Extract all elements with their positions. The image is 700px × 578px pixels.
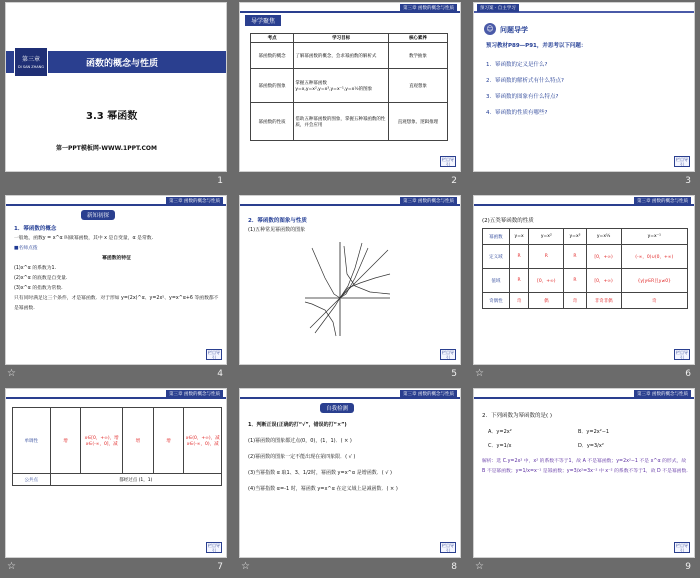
page-number: 4 [217, 369, 223, 379]
slide-canvas [5, 195, 227, 365]
smile-icon: ☺ [484, 23, 496, 35]
slide-canvas [5, 2, 227, 172]
back-nav-button[interactable]: 栏目导引 [676, 157, 688, 167]
table-cell: 直观想象 [388, 69, 447, 103]
back-nav-button[interactable]: 栏目导引 [442, 350, 454, 360]
table-cell: 奇 [564, 293, 587, 309]
back-nav-button[interactable]: 栏目导引 [442, 543, 454, 553]
concept-body [14, 234, 219, 314]
col-header: y=x² [529, 229, 564, 245]
slide-canvas [239, 2, 461, 172]
option-d: D．y=3/x² [578, 443, 604, 449]
col-header: y=x [509, 229, 529, 245]
slide-title: 3.3 幂函数 [86, 111, 138, 122]
intro-text: 预习教材P89—P91，并思考以下问题： [486, 43, 587, 49]
curve-x3 [315, 243, 362, 333]
slide-thumb-2[interactable] [239, 2, 461, 192]
table-cell: 幂函数的概念 [251, 43, 294, 69]
section-heading: 1．幂函数的概念 [14, 226, 57, 232]
star-icon[interactable]: ☆ [475, 561, 484, 572]
options [488, 425, 678, 453]
body-line: 幂函数的特征 [102, 256, 131, 261]
slide-thumb-9[interactable] [473, 388, 695, 578]
table-cell: [0，+∞) [586, 269, 621, 293]
table-cell: 偶 [529, 293, 564, 309]
table-cell: x∈[0，+∞)，增 x∈(-∞，0]，减 [81, 408, 123, 474]
table-cell: 借助五种幂函数的图象，掌握五种幂函数的性质，并会应用 [294, 103, 389, 141]
intro-text: 1．判断正误(正确的打“√”，错误的打“×”) [248, 422, 347, 428]
row-label: 定义域 [483, 245, 510, 269]
col-header: 考点 [251, 34, 294, 43]
col-header: 学习目标 [294, 34, 389, 43]
star-icon[interactable]: ☆ [7, 368, 16, 379]
section-heading: (2)五类幂函数的性质 [482, 218, 534, 224]
back-nav-button[interactable]: 栏目导引 [208, 350, 220, 360]
table-cell: 数学抽象 [388, 43, 447, 69]
slide-canvas [5, 388, 227, 558]
page-number: 6 [685, 369, 691, 379]
table-cell: x∈(0，+∞)，减 x∈(-∞，0)，减 [184, 408, 222, 474]
check-item: (4)当幂指数 α=-1 时，幂函数 y=x^α 在定义域上是减函数．( × ) [248, 486, 398, 492]
header-badge: 第三章 函数的概念与性质 [166, 390, 223, 398]
back-nav-button[interactable]: 栏目导引 [442, 157, 454, 167]
question-item: 4．幂函数的性质有哪些? [486, 110, 548, 116]
slide-canvas [239, 388, 461, 558]
row-label: 值域 [483, 269, 510, 293]
page-number: 1 [217, 176, 223, 186]
objectives-table [250, 33, 448, 141]
back-nav-button[interactable]: 栏目导引 [676, 350, 688, 360]
analysis-text: 解析：选 C.y=2x² 中，x² 的系数不等于1，故 A 不是幂函数；y=2x²−1 不是 x^α 的形式，故 B 不是幂函数；y=1/x=x⁻¹ 是幂函数；y=3/x²=3x⁻² 中 x⁻² 的系数不等于1，故 D 不是幂函数. [482, 459, 688, 474]
row-label: 奇偶性 [483, 293, 510, 309]
table-cell: R [529, 245, 564, 269]
header-badge: 第三章 函数的概念与性质 [400, 4, 457, 12]
section-heading: 2．幂函数的图象与性质 [248, 218, 307, 224]
option-b: B．y=2x²−1 [578, 429, 610, 435]
table-cell: [0，+∞) [586, 245, 621, 269]
table-cell: [0，+∞) [529, 269, 564, 293]
section-tab: 自我检测 [320, 403, 354, 413]
star-icon[interactable]: ☆ [241, 561, 250, 572]
table-cell: 奇 [621, 293, 688, 309]
question-item: 2．幂函数的解析式有什么特点? [486, 78, 564, 84]
option-c: C．y=1/x [488, 443, 512, 449]
body-line: 只有同时满足这三个条件，才是幂函数．对于形如 y=(2x)^α、y=2x⁵、y=x^α+6 等函数都不是幂函数. [14, 296, 219, 311]
table-cell: 了解幂函数的概念，会求幂函数的解析式 [294, 43, 389, 69]
slide-thumb-6[interactable] [473, 195, 695, 385]
page-number: 8 [451, 562, 457, 572]
section-tab: 导学聚焦 [245, 15, 281, 26]
properties-table [482, 228, 688, 309]
table-cell: (-∞，0)∪(0，+∞) [621, 245, 688, 269]
table-cell: R [509, 269, 529, 293]
table-cell: 增 [153, 408, 184, 474]
header-badge: 第三章 函数的概念与性质 [400, 390, 457, 398]
section-title: 问题导学 [500, 26, 528, 34]
section-tab: 新知初探 [81, 210, 115, 220]
table-cell: {y|y∈R且y≠0} [621, 269, 688, 293]
power-function-graph [300, 238, 395, 338]
table-cell: 都经过点 (1，1) [50, 474, 221, 486]
slide-thumb-7[interactable] [5, 388, 227, 578]
slide-thumb-5[interactable] [239, 195, 461, 385]
table-cell: 奇 [509, 293, 529, 309]
question-stem: 2．下列函数为幂函数的是( ) [482, 413, 553, 419]
table-cell: R [564, 269, 587, 293]
table-cell: 增 [123, 408, 154, 474]
option-a: A．y=2x² [488, 429, 512, 435]
slide-canvas [473, 388, 695, 558]
back-nav-button[interactable]: 栏目导引 [208, 543, 220, 553]
table-cell: 直观想象、逻辑推理 [388, 103, 447, 141]
body-line: (2)x^α 的底数是自变量. [14, 276, 68, 281]
slide-canvas [239, 195, 461, 365]
check-item: (2)幂函数的图象一定不能出现在第四象限．( √ ) [248, 454, 356, 460]
table-cell: 幂函数的图象 [251, 69, 294, 103]
banner-text: 函数的概念与性质 [86, 59, 159, 69]
col-header: 幂函数 [483, 229, 510, 245]
table-cell: R [564, 245, 587, 269]
slide-thumb-1[interactable] [5, 2, 227, 192]
check-item: (3)当幂指数 α 取1、3、1/2时，幂函数 y=x^α 是增函数．( √ ) [248, 470, 393, 476]
slide-canvas [473, 195, 695, 365]
body-line: (3)x^α 的指数为常数. [14, 286, 63, 291]
table-cell: R [509, 245, 529, 269]
body-line: (1)x^α 的系数为1. [14, 266, 57, 271]
col-header: y=x⁻¹ [621, 229, 688, 245]
curve-sqrt [340, 274, 390, 298]
page-number: 7 [217, 562, 223, 572]
star-icon[interactable]: ☆ [475, 368, 484, 379]
question-item: 3．幂函数的图象有什么特点? [486, 94, 559, 100]
row-label: 公共点 [13, 474, 51, 486]
section-tab: 预习案 · 自主学习 [477, 4, 519, 12]
monotonicity-table [12, 407, 222, 486]
page-number: 3 [685, 176, 691, 186]
col-header: 核心素养 [388, 34, 447, 43]
subsection-heading: (1)五种常见幂函数的图象 [248, 227, 306, 233]
question-item: 1．幂函数的定义是什么? [486, 62, 548, 68]
body-line: ■名师点拨 [14, 246, 38, 251]
page-number: 5 [451, 369, 457, 379]
page-number: 2 [451, 176, 457, 186]
question-list [486, 57, 564, 121]
col-header: y=x³ [564, 229, 587, 245]
header-badge: 第三章 函数的概念与性质 [634, 197, 691, 205]
row-label: 单调性 [13, 408, 51, 474]
page-number: 9 [685, 562, 691, 572]
chapter-box: 第三章 DI SAN ZHANG [14, 47, 48, 77]
slide-thumb-8[interactable] [239, 388, 461, 578]
header-badge: 第三章 函数的概念与性质 [400, 197, 457, 205]
header-badge: 第三章 函数的概念与性质 [634, 390, 691, 398]
self-check-body [248, 417, 453, 497]
watermark-text: 第一PPT模板网-WWW.1PPT.COM [56, 145, 157, 152]
slide-grid [5, 2, 695, 577]
slide-thumb-4[interactable] [5, 195, 227, 385]
slide-thumb-3[interactable] [473, 2, 695, 192]
header-badge: 第三章 函数的概念与性质 [166, 197, 223, 205]
table-cell: 掌握五种幂函数y=x,y=x²,y=x³,y=x⁻¹,y=x½的图象 [294, 69, 389, 103]
col-header: y=x½ [586, 229, 621, 245]
star-icon[interactable]: ☆ [7, 561, 16, 572]
curve-x [310, 250, 388, 328]
table-cell: 幂函数的性质 [251, 103, 294, 141]
back-nav-button[interactable]: 栏目导引 [676, 543, 688, 553]
body-line: 一般地，函数y = x^α 叫做幂函数，其中 x 是自变量，α 是常数. [14, 236, 154, 241]
table-cell: 非奇非偶 [586, 293, 621, 309]
check-item: (1)幂函数的图象都过点(0，0)，(1，1)．( × ) [248, 438, 352, 444]
slide-canvas [473, 2, 695, 172]
table-cell: 增 [50, 408, 81, 474]
